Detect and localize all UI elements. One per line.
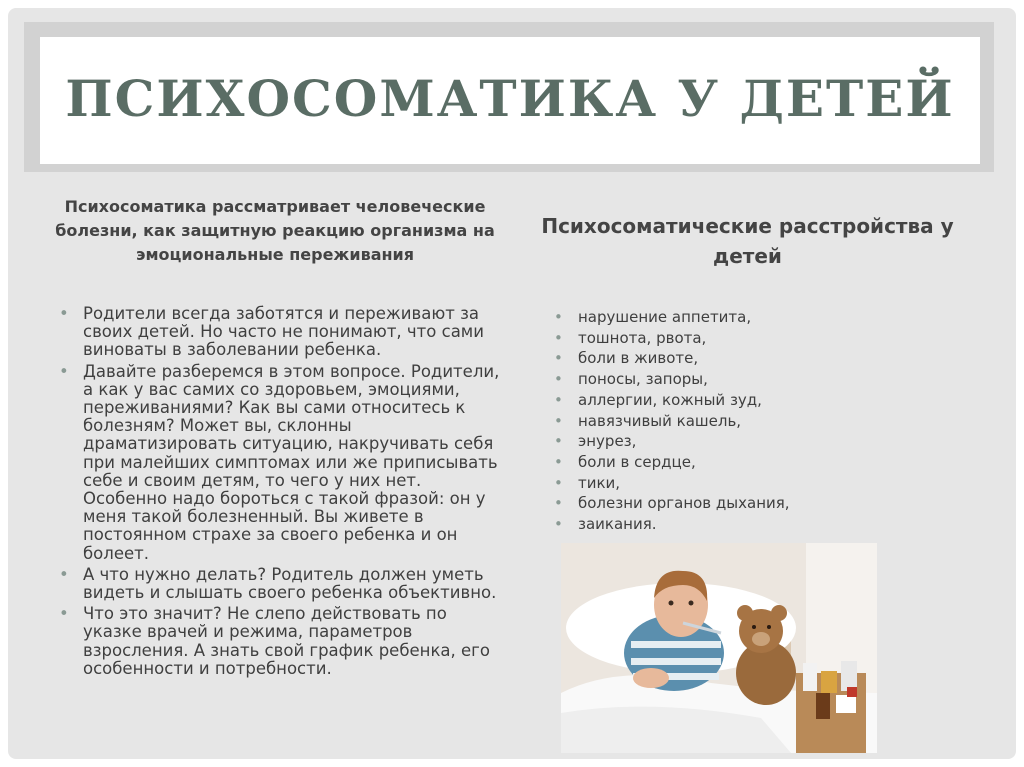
list-item: • заикания. — [578, 514, 938, 535]
list-item: • энурез, — [578, 431, 938, 452]
list-item: • нарушение аппетита, — [578, 307, 938, 328]
list-item: • боли в животе, — [578, 348, 938, 369]
list-item: • поносы, запоры, — [578, 369, 938, 390]
photo-illustration — [561, 543, 877, 753]
list-item: • болезни органов дыхания, — [578, 493, 938, 514]
sick-child-photo — [561, 543, 877, 753]
title-box — [40, 37, 980, 164]
list-item: • А что нужно делать? Родитель должен уметь видеть и слышать своего ребенка объективно. — [83, 566, 503, 602]
list-item: • Родители всегда заботятся и переживают за своих детей. Но часто не понимают, что сами виноваты в заболевании ребенка. — [83, 305, 503, 360]
right-column-heading: Психосоматические расстройства у детей — [541, 214, 954, 268]
list-item: • Что это значит? Не слепо действовать по указке врачей и режима, параметров взросления. А знать свой график ребенка, его особенности и потребности. — [83, 605, 503, 678]
list-item: • аллергии, кожный зуд, — [578, 390, 938, 411]
list-item: • тики, — [578, 473, 938, 494]
list-item: • Давайте разберемся в этом вопросе. Родители, а как у вас самих со здоровьем, эмоциями, переживаниями? Как вы сами относитесь к болезням? Может вы, склонны драматизировать ситуацию, накручивать себя при малейших симптомах или же приписывать себе и своим детям, то чего у них нет. Особенно надо бороться с такой фразой: он у меня такой болезненный. Вы живете в постоянном страхе за своего ребенка и он болеет. — [83, 363, 503, 563]
slide-title: ПСИХОСОМАТИКА У ДЕТЕЙ — [65, 69, 955, 128]
left-column-heading: Психосоматика рассматривает человеческие болезни, как защитную реакцию организма на эмоциональные переживания — [55, 197, 495, 264]
left-bullet-list — [83, 305, 503, 681]
list-item: • навязчивый кашель, — [578, 411, 938, 432]
right-bullet-list — [578, 307, 938, 535]
list-item: • боли в сердце, — [578, 452, 938, 473]
list-item: • тошнота, рвота, — [578, 328, 938, 349]
